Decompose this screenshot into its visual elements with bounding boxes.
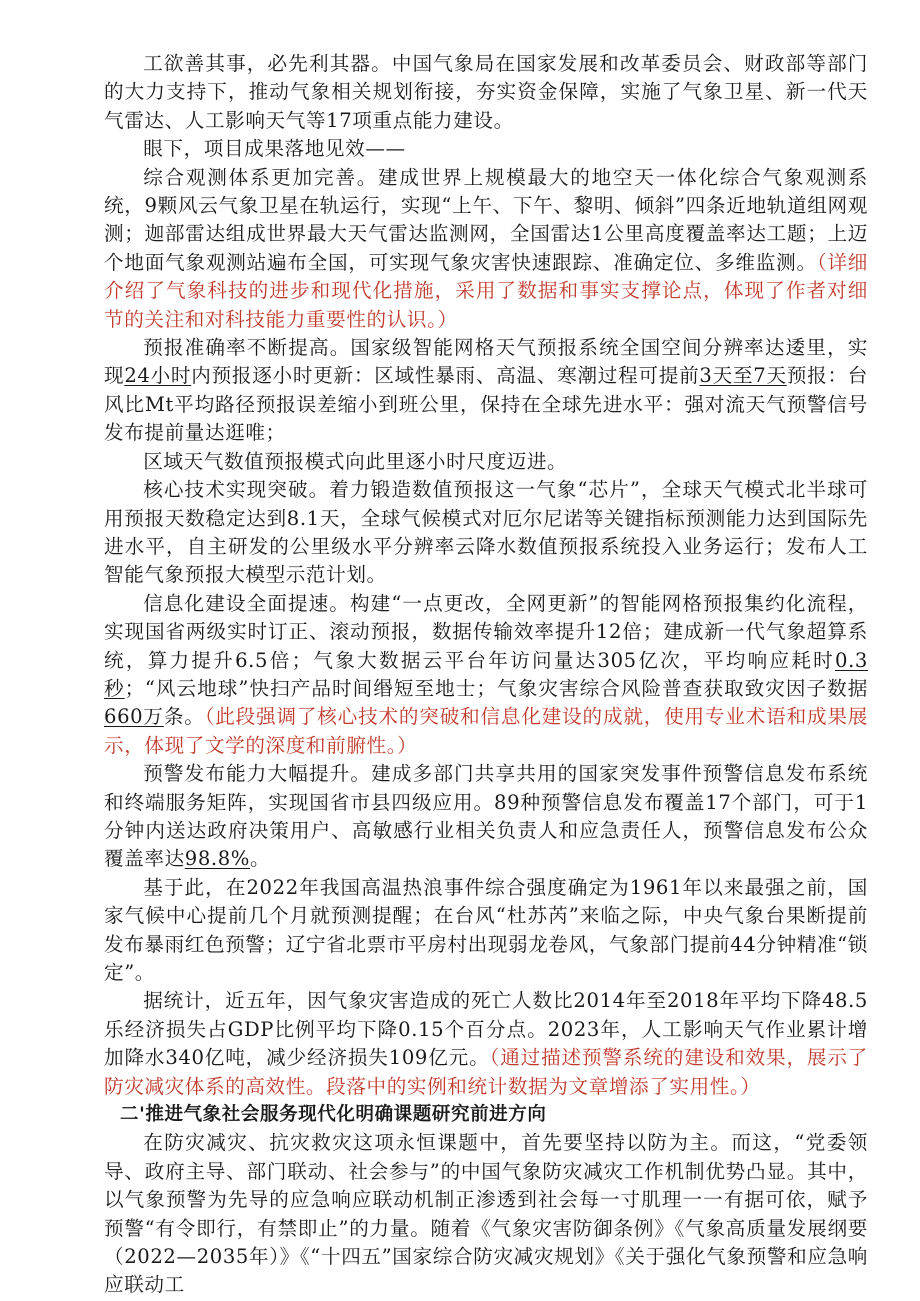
section-heading: 二'推进气象社会服务现代化明确课题研究前进方向 — [120, 1104, 547, 1126]
paragraph-examples — [104, 874, 868, 988]
paragraph-intro — [104, 50, 868, 135]
underlined-value: 0.3秒 — [104, 648, 868, 700]
paragraph-text: ；“风云地球”快扫产品时间缗短至地士；气象灾害综合风险普查获取致灾因子数据 — [124, 676, 868, 700]
paragraph-text: 条。 — [163, 705, 205, 729]
paragraph-text: 核心技术实现突破。着力锻造数值预报这一气象“芯片”，全球天气模式北半球可用预报天数稳定达到8.1天，全球气候模式对厄尔尼诺等关键指标预测能力达到国际先进水平，自主研发的公里级水平分辨率云降水数值预报系统投入业务运行；发布人工智能气象预报大模型示范计划。 — [104, 478, 868, 587]
paragraph-text: 预报准确率不断提高。国家级智能网格天气预报系统全国空间分辨率达逶里，实现 — [104, 336, 868, 388]
paragraph-warning — [104, 760, 868, 874]
underlined-value: 24小时 — [124, 364, 192, 388]
paragraph-last — [104, 1129, 868, 1299]
paragraph-observation — [104, 164, 868, 334]
underlined-value: 660万 — [104, 705, 164, 729]
paragraph-informatization — [104, 590, 868, 760]
annotation-note: （详细介绍了气象科技的进步和现代化措施，采用了数据和事实支撑论点，体现了作者对细节的关注和对科技能力重要性的认识。） — [104, 250, 869, 331]
annotation-note: （此段强调了核心技术的突破和信息化建设的成就，使用专业术语和成果展示，体现了文学的深度和前腑性。） — [104, 705, 868, 757]
paragraph-forecast — [104, 334, 868, 448]
annotation-note: （通过描述预警系统的建设和效果，展示了防灾减灾体系的高效性。段落中的实例和统计数据为文章增添了实用性。） — [104, 1046, 868, 1098]
paragraph-text: 预报：台风比Mt平均路径预报误差缩小到班公里，保持在全球先进水平：强对流天气预警信号发布提前量达逛唯； — [104, 364, 868, 445]
paragraph-text: 内预报逐小时更新：区域性暴雨、高温、寒潮过程可提前 — [191, 364, 700, 388]
paragraph-core-tech — [104, 476, 868, 590]
paragraph-text: 基于此，在2022年我国高温热浪事件综合强度确定为1961年以来最强之前，国家气候中心提前几个月就预测提醒；在台风“杜苏芮”来临之际，中央气象台果断提前发布暴雨红色预警；辽宁省北票市平房村出现弱龙卷风，气象部门提前44分钟精准“锁定”。 — [104, 875, 868, 984]
paragraph-text: 据统计，近五年，因气象灾害造成的死亡人数比2014年至2018年平均下降48.5乐经济损失占GDP比例平均下降0.15个百分点。2023年，人工影响天气作业累计增加降水340亿吨，减少经济损失109亿元。 — [104, 989, 868, 1070]
paragraph-text: 综合观测体系更加完善。建成世界上规模最大的地空天一体化综合气象观测系统，9颗风云气象卫星在轨运行，实现“上午、下午、黎明、倾斜”四条近地轨道组网观测；迦部雷达组成世界最大天气雷达监测网，全国雷达1公里高度覆盖率达工题；上迈个地面气象观测站遍布全国，可实现气象灾害快速跟踪、准确定位、多维监测。 — [104, 165, 868, 274]
paragraph-text: 在防灾减灾、抗灾救灾这项永恒课题中，首先要坚持以防为主。而这，“党委领导、政府主导、部门联动、社会参与”的中国气象防灾减灾工作机制优势凸显。其中，以气象预警为先导的应急响应联动机制正渗透到社会每一寸肌理一一有据可依，赋予预警“有令即行，有禁即止”的力量。随着《气象灾害防御条例》《气象高质量发展纲要（2022—2035年）》《“十四五”国家综合防灾减灾规划》《关于强化气象预警和应急响应联动工 — [104, 1131, 868, 1297]
underlined-value: 3天至7天 — [699, 364, 787, 388]
paragraph-text: 区域天气数值预报模式向此里逐小时尺度迈进。 — [143, 449, 568, 473]
paragraph-text: 眼下，项目成果落地见效—— — [143, 137, 406, 161]
paragraph-regional — [104, 448, 868, 476]
paragraph-lead — [104, 135, 868, 163]
paragraph-text: 工欲善其事，必先利其器。中国气象局在国家发展和改革委员会、财政部等部门的大力支持下，推动气象相关规划衔接，夯实资金保障，实施了气象卫星、新一代天气雷达、人工影响天气等17项重点能力建设。 — [104, 52, 868, 132]
paragraph-statistics — [104, 987, 868, 1101]
paragraph-text: 。 — [250, 847, 271, 871]
paragraph-text: 信息化建设全面提速。构建“一点更改，全网更新”的智能网格预报集约化流程，实现国省两级实时订正、滚动预报，数据传输效率提升12倍；建成新一代气象超算系统，算力提升6.5倍；气象大数据云平台年访问量达305亿次，平均响应耗时 — [104, 591, 868, 672]
paragraph-text: 预警发布能力大幅提升。建成多部门共享共用的国家突发事件预警信息发布系统和终端服务矩阵，实现国省市县四级应用。89种预警信息发布覆盖17个部门，可于1分钟内送达政府决策用户、高敏感行业相关负责人和应急责任人，预警信息发布公众覆盖率达 — [104, 762, 868, 871]
underlined-value: 98.8% — [184, 847, 251, 871]
